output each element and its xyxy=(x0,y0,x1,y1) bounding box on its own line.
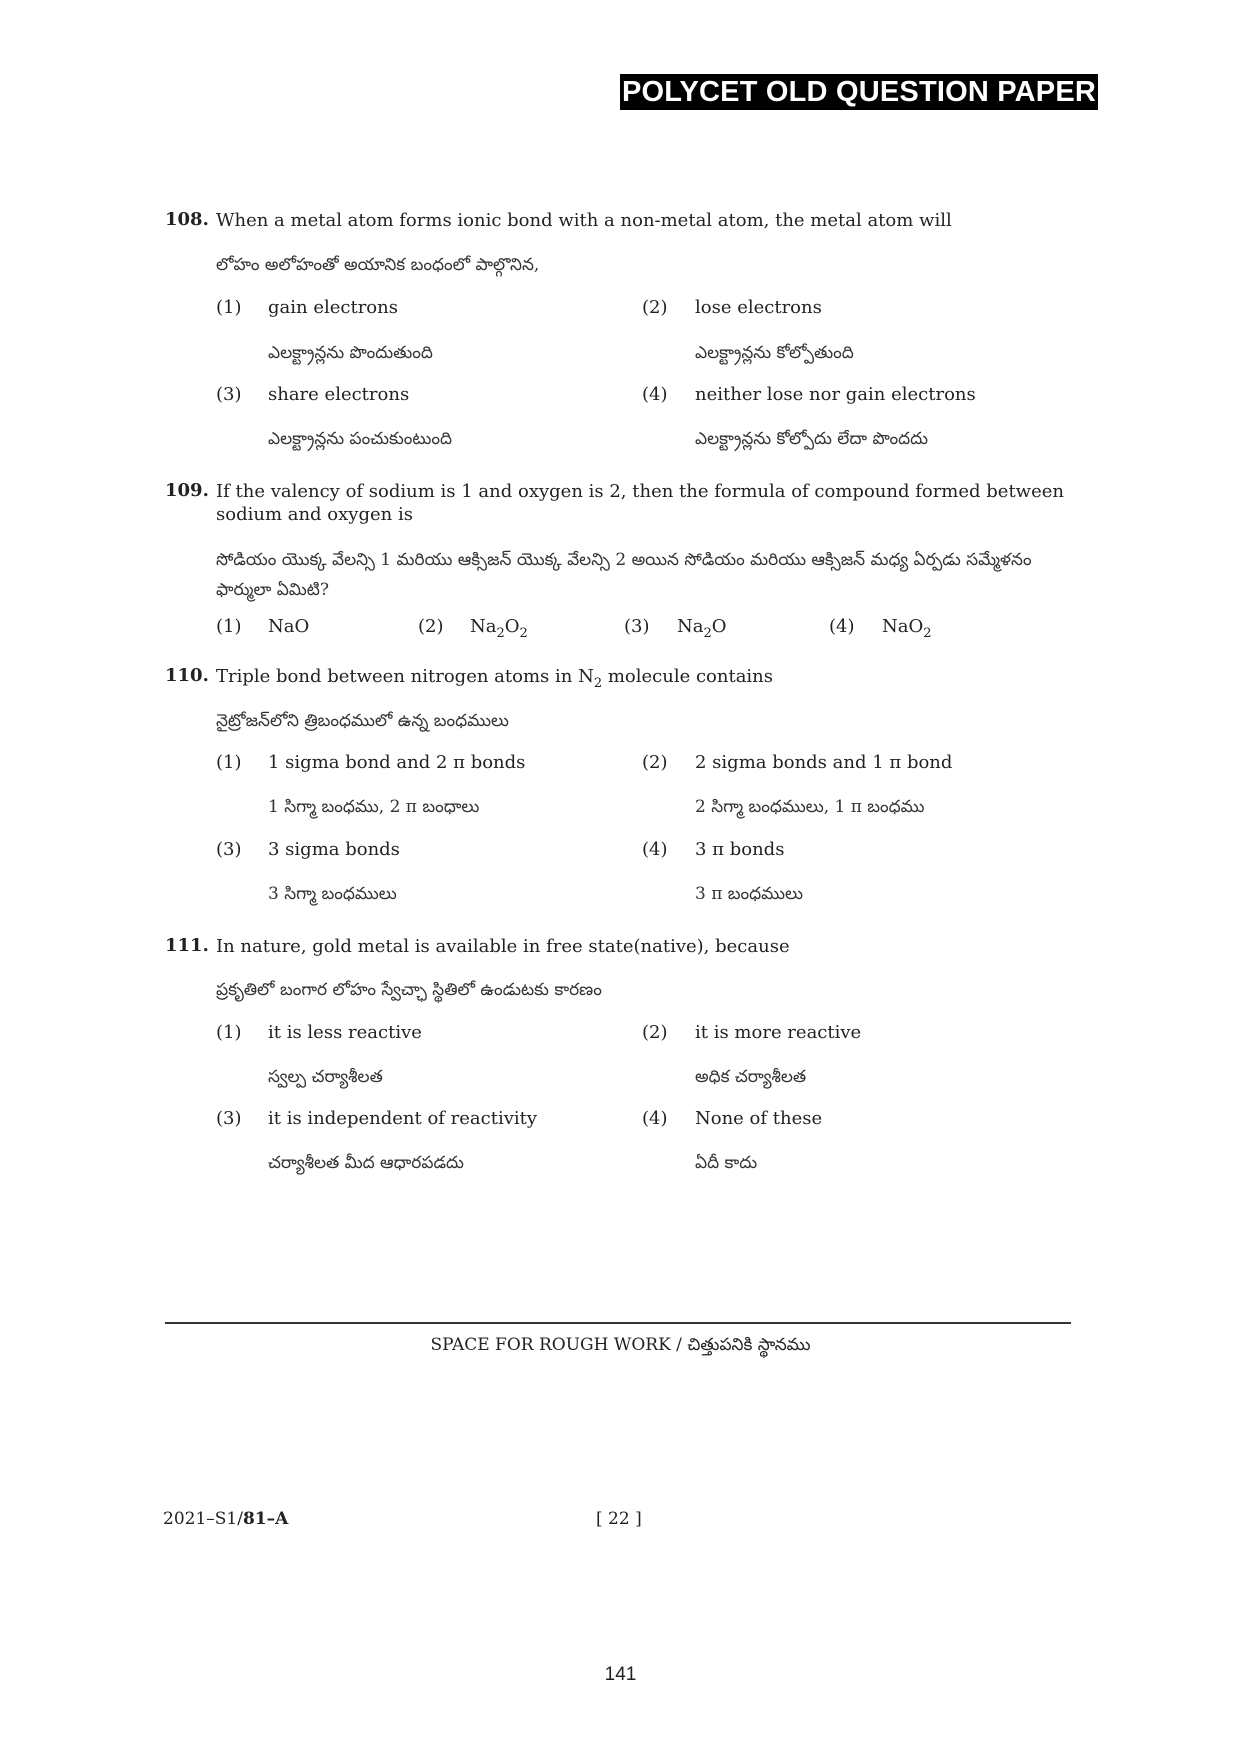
option-telugu: స్వల్ప చర్యాశీలత xyxy=(268,1067,383,1087)
rough-work-label: SPACE FOR ROUGH WORK / చిత్తుపనికి స్థానము xyxy=(430,1335,811,1355)
option-number: (2) xyxy=(418,616,444,637)
option-text: None of these xyxy=(695,1108,823,1129)
question-text: In nature, gold metal is available in free state(native), because xyxy=(216,936,790,957)
option-number: (3) xyxy=(624,616,650,637)
question-number: 108. xyxy=(165,209,209,230)
option-telugu: ఎలక్ట్రాన్లను పొందుతుంది xyxy=(268,343,433,363)
option-number: (1) xyxy=(216,616,242,637)
option-text: 2 sigma bonds and 1 π bond xyxy=(695,752,953,773)
paper-code: 2021–S1/81–A xyxy=(163,1509,289,1529)
option-number: (2) xyxy=(642,752,668,773)
option-number: (3) xyxy=(216,384,242,405)
question-text: If the valency of sodium is 1 and oxygen is 2, then the formula of compound formed between sodium and oxygen is xyxy=(216,481,1064,525)
question-number: 111. xyxy=(165,935,209,956)
option-number: (4) xyxy=(642,839,668,860)
option-telugu: ఎలక్ట్రాన్లను పంచుకుంటుంది xyxy=(268,429,453,449)
option-text: gain electrons xyxy=(268,297,398,318)
option-number: (1) xyxy=(216,752,242,773)
option-formula: $Na_2O$ xyxy=(677,616,727,641)
option-number: (4) xyxy=(642,384,668,405)
option-text: share electrons xyxy=(268,384,410,405)
option-formula: NaO$_2$ xyxy=(882,616,932,641)
question-number: 110. xyxy=(165,665,209,686)
divider xyxy=(165,1322,1071,1324)
page-banner: POLYCET OLD QUESTION PAPER xyxy=(621,76,1097,108)
page-number: 141 xyxy=(604,1664,637,1685)
option-number: (2) xyxy=(642,1022,668,1043)
option-number: (3) xyxy=(216,839,242,860)
question-telugu: సోడియం యొక్క వేలన్సి 1 మరియు ఆక్సిజన్ యొక్క వేలన్సి 2 అయిన సోడియం మరియు ఆక్సిజన్ మధ్య ఏర్పడు సమ్మేళనం ఫార్ములా ఏమిటి? xyxy=(216,550,1032,600)
question-telugu: నైట్రోజన్‌లోని త్రిబంధములో ఉన్న బంధములు xyxy=(216,711,509,731)
option-text: it is independent of reactivity xyxy=(268,1108,538,1129)
option-text: 3 sigma bonds xyxy=(268,839,400,860)
option-text: lose electrons xyxy=(695,297,822,318)
option-telugu: 3 సిగ్మా బంధములు xyxy=(268,884,397,904)
option-telugu: 2 సిగ్మా బంధములు, 1 π బంధము xyxy=(695,797,925,817)
option-number: (3) xyxy=(216,1108,242,1129)
question-telugu: ప్రకృతిలో బంగార లోహం స్వేచ్ఛా స్థితిలో ఉండుటకు కారణం xyxy=(216,980,602,1000)
question-number: 109. xyxy=(165,480,209,501)
paper-page: [ 22 ] xyxy=(596,1509,642,1529)
option-text: neither lose nor gain electrons xyxy=(695,384,976,405)
option-formula: NaO xyxy=(268,616,310,637)
option-number: (4) xyxy=(829,616,855,637)
question-text: When a metal atom forms ionic bond with a non-metal atom, the metal atom will xyxy=(216,210,952,231)
option-text: 3 π bonds xyxy=(695,839,785,860)
option-number: (4) xyxy=(642,1108,668,1129)
option-telugu: 1 సిగ్మా బంధము, 2 π బంధాలు xyxy=(268,797,480,817)
option-text: it is more reactive xyxy=(695,1022,862,1043)
option-telugu: ఎలక్ట్రాన్లను కోల్పోతుంది xyxy=(695,343,854,363)
option-telugu: అధిక చర్యాశీలత xyxy=(695,1067,807,1087)
option-number: (1) xyxy=(216,297,242,318)
option-text: 1 sigma bond and 2 π bonds xyxy=(268,752,526,773)
option-telugu: ఎలక్ట్రాన్లను కోల్పోదు లేదా పొందదు xyxy=(695,429,929,449)
option-text: it is less reactive xyxy=(268,1022,422,1043)
question-telugu: లోహం అలోహంతో అయానిక బంధంలో పాల్గొనిన, xyxy=(216,255,540,275)
option-formula: $Na_2O_2$ xyxy=(470,616,528,641)
option-number: (2) xyxy=(642,297,668,318)
option-number: (1) xyxy=(216,1022,242,1043)
option-telugu: 3 π బంధములు xyxy=(695,884,803,904)
question-text: Triple bond between nitrogen atoms in $N_2$ molecule contains xyxy=(216,666,774,691)
option-telugu: చర్యాశీలత మీద ఆధారపడదు xyxy=(268,1153,464,1173)
option-telugu: ఏదీ కాదు xyxy=(695,1153,758,1173)
